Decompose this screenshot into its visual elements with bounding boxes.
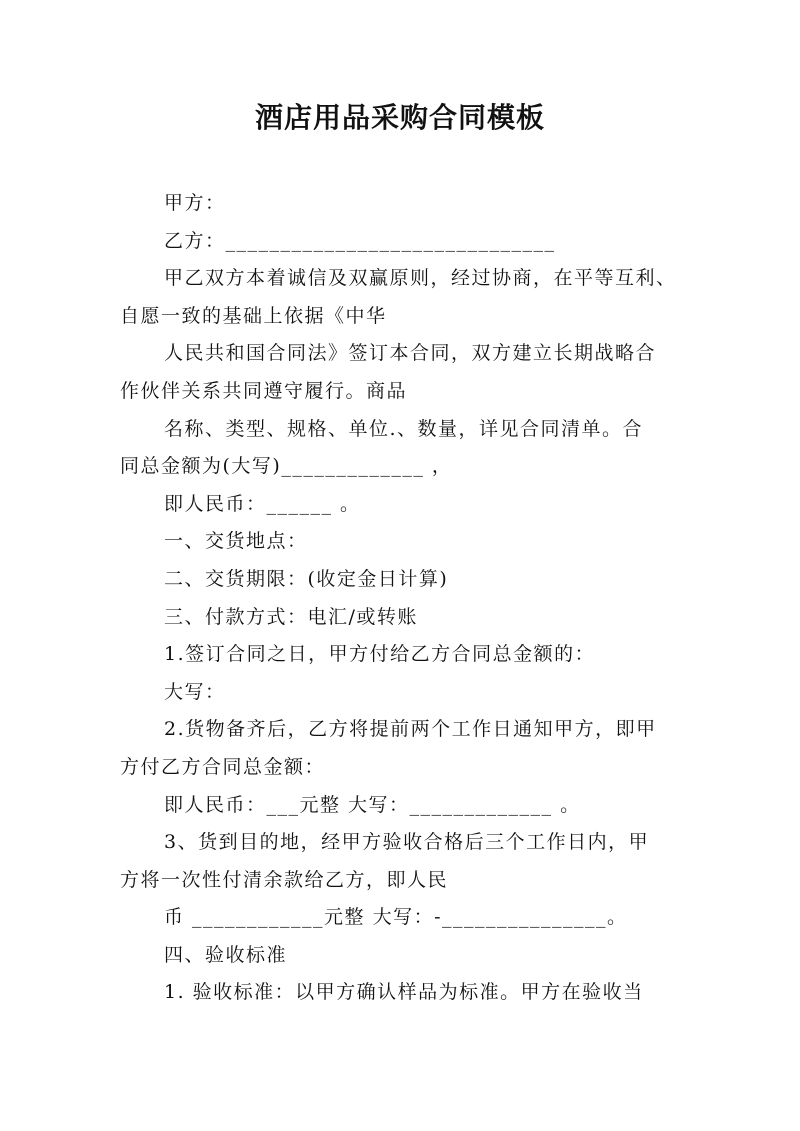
section-heading: 四、验收标准 — [164, 943, 288, 966]
section-heading: 三、付款方式：电汇/或转账 — [164, 605, 418, 628]
paragraph-line: 作伙伴关系共同遵守履行。商品 — [120, 379, 408, 402]
clause-line: 1.签订合同之日，甲方付给乙方合同总金额的： — [164, 643, 596, 666]
clause-line: 方将一次性付清余款给乙方，即人民 — [120, 868, 449, 891]
document-body — [120, 185, 686, 1012]
clause-line: 2.货物备齐后，乙方将提前两个工作日通知甲方，即甲 — [164, 718, 657, 741]
paragraph-line: 即人民币：______ 。 — [164, 492, 361, 515]
paragraph-line: 人民共和国合同法》签订本合同，双方建立长期战略合 — [164, 342, 657, 365]
paragraph-line: 同总金额为(大写)_____________ ， — [120, 455, 453, 478]
document-title: 酒店用品采购合同模板 — [254, 101, 545, 134]
party-b-line: 乙方：______________________________ — [164, 229, 556, 252]
paragraph-line: 自愿一致的基础上依据《中华 — [120, 304, 387, 327]
section-heading: 一、交货地点： — [164, 530, 308, 553]
paragraph-line: 名称、类型、规格、单位.、数量，详见合同清单。合 — [164, 417, 644, 440]
clause-line: 方付乙方合同总金额： — [120, 755, 326, 778]
clause-line: 3、货到目的地，经甲方验收合格后三个工作日内，甲 — [164, 831, 650, 854]
paragraph-line: 甲乙双方本着诚信及双赢原则，经过协商，在平等互利、 — [164, 267, 677, 290]
section-heading: 二、交货期限：(收定金日计算) — [164, 567, 449, 590]
clause-line: 币 ____________元整 大写：-_______________。 — [164, 906, 628, 929]
clause-line: 1. 验收标准：以甲方确认样品为标准。甲方在验收当 — [164, 981, 644, 1004]
party-a-line: 甲方： — [164, 192, 226, 214]
clause-line: 大写： — [164, 680, 226, 703]
clause-line: 即人民币：___元整 大写：_____________ 。 — [164, 793, 581, 816]
